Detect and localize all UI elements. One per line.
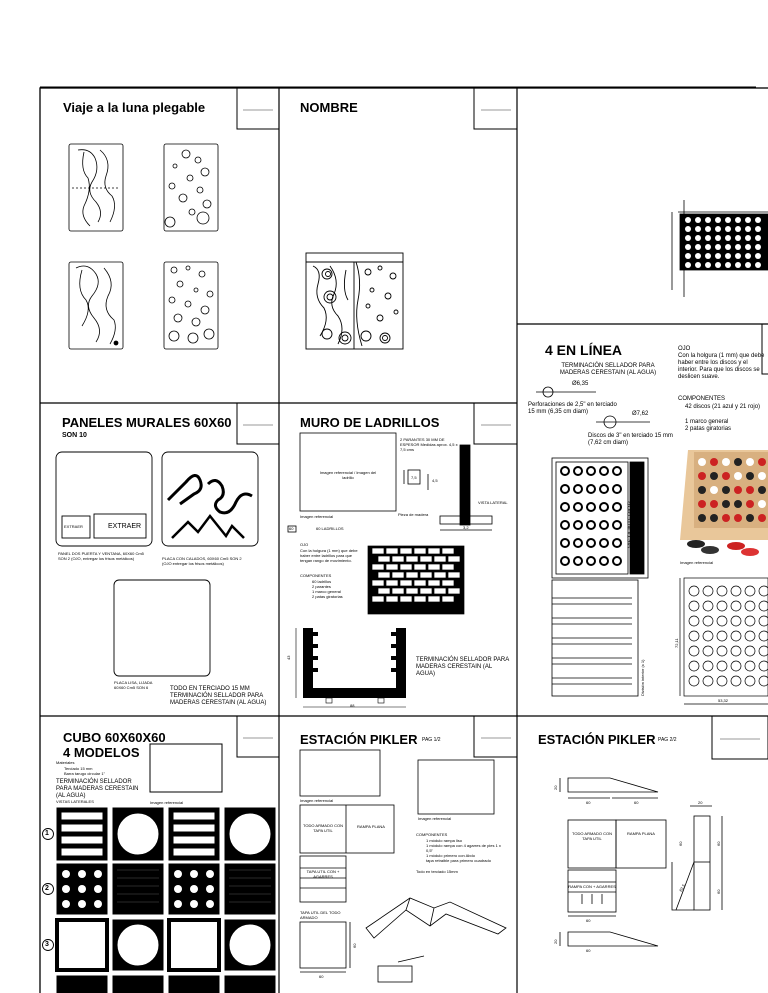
p6-ojo-title: OJO	[300, 542, 309, 547]
p9-page: PAG 2/2	[658, 737, 677, 743]
p6-finish: TERMINACIÓN SELLADOR PARA MADERAS CERESTAIN (AL AGUA)	[416, 657, 509, 677]
p6-comp-2: 2 parantes	[312, 584, 331, 589]
p8-tapa-util: TAPA UTIL DEL TODO ARMADO	[300, 910, 341, 920]
p9-d60e: 60	[716, 889, 721, 894]
p5-finish: TODO EN TERCIADO 15 MM TERMINACIÓN SELLADOR PARA MADERAS CERESTAIN (AL AGUA)	[170, 686, 267, 706]
p4-comp-3: 2 patas giratorias	[685, 426, 732, 432]
p8-d60h: 60	[319, 974, 324, 979]
p8-img-caption: Imagen referencial	[300, 798, 334, 803]
p6-comp-title: COMPONENTES	[300, 573, 332, 578]
p9-d60f: 60	[586, 918, 591, 923]
p4-dim-small: Ø6,35	[572, 381, 589, 387]
p8-comp-3: 1 módulo primero con Abdo	[426, 853, 475, 858]
moon-board-drawings	[69, 144, 218, 349]
p7-num-3: 3	[45, 941, 49, 948]
p6-pieza: Pieza de madera	[398, 512, 429, 517]
p8-box-b: RAMPA PLANA	[357, 824, 385, 829]
p9-d635: 63,5	[678, 883, 687, 893]
p7-img-caption: Imagen referencial	[150, 800, 184, 805]
p6-d43: 43	[286, 655, 291, 660]
p8-comp-4: tapa retraible para primero cuadrado	[426, 858, 491, 863]
p6-comp-1: 60 ladrillos	[312, 579, 332, 584]
p9-d60a: 60	[586, 800, 591, 805]
p4-comp-title: COMPONENTES	[678, 396, 726, 402]
interior-divisions	[552, 580, 638, 696]
p9-d20: 20	[553, 785, 558, 790]
p7-num-1: 1	[45, 830, 49, 837]
p7-vistas: VISTAS LATERALES	[56, 799, 94, 804]
panel2-title: NOMBRE	[300, 100, 358, 115]
p5-extract-btn-2: EXTRAER	[108, 523, 142, 530]
p9-box-c: RAMPA CON + AGARRES	[568, 884, 616, 889]
title-block-p5	[237, 403, 279, 444]
p6-count-qty: 60	[289, 526, 294, 531]
panel1-title: Viaje a la luna plegable	[63, 100, 206, 115]
p5-subtitle: SON 10	[62, 432, 87, 439]
p9-d20c: 20	[553, 939, 558, 944]
p4-vista-interior: VISTA INTERIOR	[628, 501, 634, 548]
p7-finish: TERMINACIÓN SELLADOR PARA MADERAS CERESTAIN (AL AGUA)	[56, 779, 139, 799]
p4-ojo-title: OJO	[678, 346, 691, 352]
title-block-p9	[712, 716, 768, 759]
p8-comp-2: 1 módulo rampa con 4 agarres de pies 1 x 0,5"	[426, 843, 501, 853]
p9-d60g: 60	[586, 948, 591, 953]
p9-box-a: TODO ARMADO CON TAPA UTIL	[572, 831, 612, 841]
p6-ojo-text: Con la holgura (1 mm) que debe haber entre ladrillos para que tengan rango de movimiento.	[300, 548, 358, 563]
p5-extract-btn-1: EXTRAER	[64, 524, 83, 529]
p4-division: División interior (x 1)	[640, 659, 645, 696]
p8-box-a: TODO ARMADO CON TAPA UTIL	[303, 823, 343, 833]
p6-d75: 7,5	[411, 475, 417, 480]
p4-ref-image: Imagen referencial	[680, 560, 714, 565]
four-in-line-back-grid	[680, 578, 768, 704]
four-in-line-front-holes	[560, 466, 622, 566]
p8-page: PAG 1/2	[422, 737, 441, 743]
p4-comp-2: 1 marco general	[685, 419, 729, 425]
p9-d60b: 60	[634, 800, 639, 805]
p4-perf-big: Discos de 3" en terciado 15 mm (7,62 cm diam)	[588, 433, 673, 446]
title-block-p2	[474, 88, 517, 129]
p6-d45: 4,5	[432, 478, 438, 483]
p6-vista-lateral: VISTA LATERAL	[478, 500, 508, 505]
p7-materials: Materiales	[56, 760, 75, 765]
p6-d88: 88	[350, 703, 355, 708]
p5-note-left: PANEL DOS PUERTA Y VENTANA, 60X60 Cm5 SON 2 (OJO, entregar los frisos metálicos)	[58, 551, 144, 561]
p7-mat-2: Barra tarugo circular 1"	[64, 771, 105, 776]
brick-wall	[368, 546, 464, 614]
panel4-title: 4 EN LÍNEA	[545, 342, 623, 358]
p8-comp-title: COMPONENTES	[416, 832, 448, 837]
p4-perf-small: Perforaciones de 2,5" en terciado 15 mm (6,35 cm diam)	[528, 402, 617, 415]
panel8-title: ESTACIÓN PIKLER	[300, 732, 418, 747]
p6-count-label: 60 LADRILLOS	[316, 526, 344, 531]
p7-mat-1: Terciado 15 mm	[64, 766, 93, 771]
title-block-p1	[237, 88, 279, 129]
panel9-title: ESTACIÓN PIKLER	[538, 732, 656, 747]
p8-d60v: 60	[352, 943, 357, 948]
p9-d60d: 60	[716, 841, 721, 846]
nombre-drawing	[306, 253, 403, 349]
p6-comp-4: 2 patas giratorias	[312, 594, 343, 599]
p8-box-c: TAPA UTIL CON + AGARRES	[306, 869, 340, 879]
p4-finish: TERMINACIÓN SELLADOR PARA MADERAS CERESTAIN (AL AGUA)	[559, 363, 657, 376]
p7-num-2: 2	[45, 885, 49, 892]
p8-comp-1: 1 módulo rampa liso	[426, 838, 463, 843]
panel7-title2: 4 MODELOS	[63, 745, 140, 760]
panel7-title: CUBO 60X60X60	[63, 730, 166, 745]
p6-comp-3: 1 marco general	[312, 589, 341, 594]
p4-ojo-text: Con la holgura (1 mm) que debe haber entre los discos y el interior. Para que los discos se deslicen suave.	[678, 353, 765, 380]
p8-img-caption2: Imagen referencial	[418, 816, 452, 821]
panel6-title: MURO DE LADRILLOS	[300, 415, 440, 430]
p5-note-right: PLACA CON CALADOS, 60X60 Cm5 SON 2 (OJO entregar los frisos metálicos)	[162, 556, 242, 566]
p4-dim-width: 53,32	[718, 698, 729, 703]
p8-todo: Todo en terciado 15mm	[416, 869, 458, 874]
p4-comp-1: 42 discos (21 azul y 21 rojo)	[685, 404, 761, 410]
p5-note-bottom: PLACA LISA, LIJADA 60X60 Cm5 SON 6	[114, 680, 153, 690]
title-block-p8	[474, 716, 517, 757]
p6-img-caption: Imagen referencial	[300, 514, 334, 519]
title-block-p7	[237, 716, 279, 757]
p4-dim-big: Ø7,62	[632, 411, 649, 417]
p6-d32: 3,2	[463, 525, 469, 530]
brick-frame	[303, 628, 406, 698]
p9-box-b: RAMPA PLANA	[627, 831, 655, 836]
p9-d60c: 60	[678, 841, 683, 846]
panel5-title: PANELES MURALES 60X60	[62, 415, 232, 430]
p9-d20b: 20	[698, 800, 703, 805]
p6-img-placeholder: Imagen referencial / Imagen del ladrillo	[319, 470, 377, 480]
p6-legs: 2 PARANTES 30 MM DE ESPESOR Medidas aprox. 4,5 x 7,5 cms	[400, 437, 458, 452]
pikler-1-drawings	[300, 750, 506, 982]
title-block-p6	[474, 403, 517, 444]
p4-dim-height: 72,11	[674, 638, 679, 648]
